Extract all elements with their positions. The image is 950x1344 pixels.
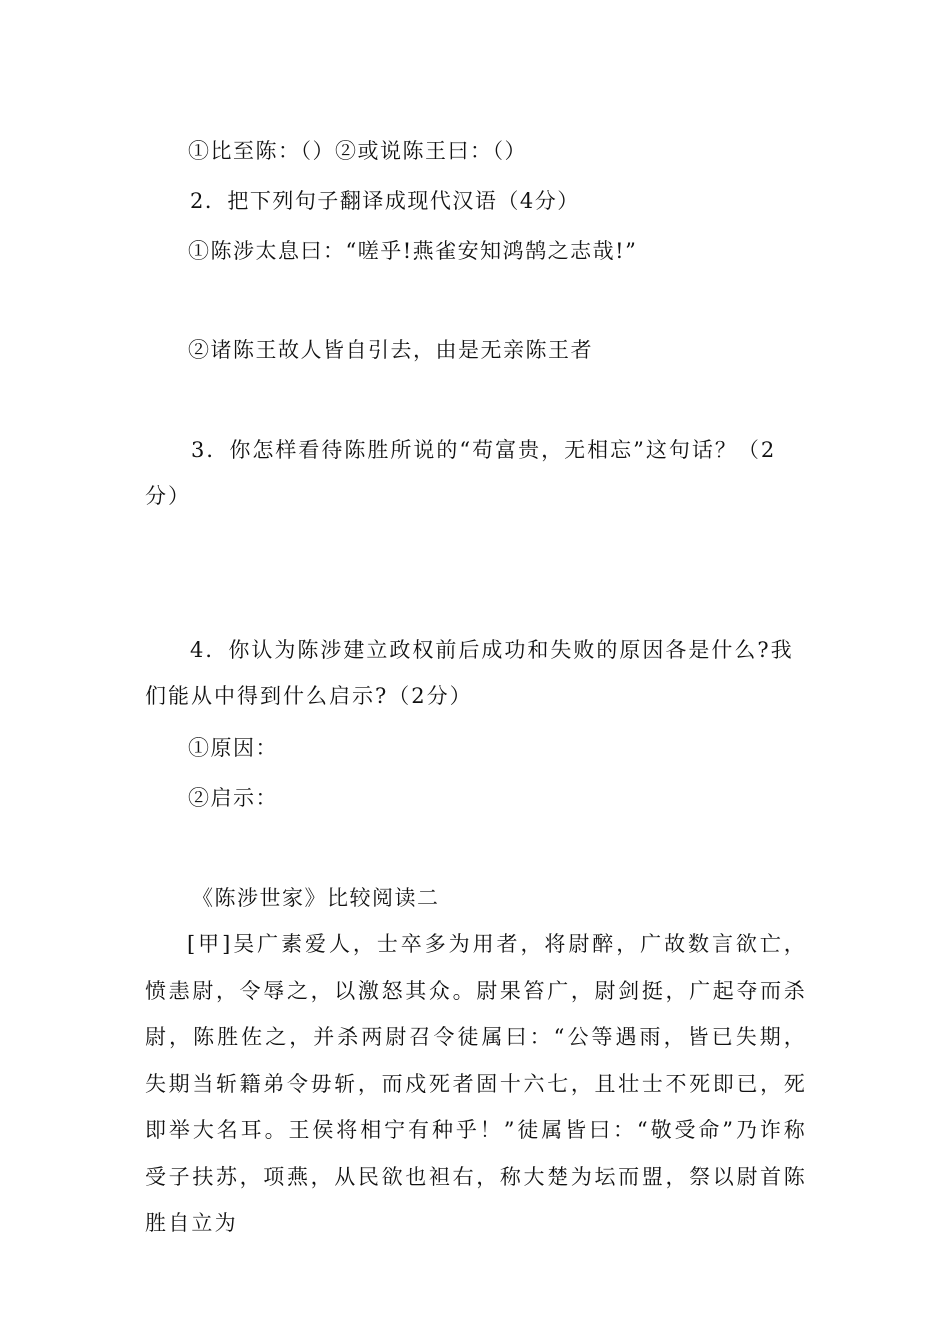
question-2-item-2: ②诸陈王故人皆自引去，由是无亲陈王者 [188, 338, 593, 362]
passage-text: [甲]吴广素爱人，士卒多为用者，将尉醉，广故数言欲亡，愤恚尉，令辱之，以激怒其众。尉果笞广，尉剑挺，广起夺而杀尉，陈胜佐之，并杀两尉召令徒属曰：“公等遇雨，皆已失期，失期当斩籍弟令毋斩，而戍死者固十六七，且壮士不死即已，死即举大名耳。王侯将相宁有种乎！”徒属皆曰：“敬受命”乃诈称受子扶苏，项燕，从民欲也袒右，称大楚为坛而盟，祭以尉首陈胜自立为 [145, 932, 807, 1235]
question-4-item-2: ②启示： [188, 786, 278, 810]
question-2-heading: 2．把下列句子翻译成现代汉语（4分） [190, 189, 580, 213]
question-3: 3．你怎样看待陈胜所说的“苟富贵，无相忘”这句话？（2分） [145, 438, 777, 508]
question-4: 4．你认为陈涉建立政权前后成功和失败的原因各是什么?我们能从中得到什么启示?（2分） [145, 638, 794, 708]
question-4-item-1: ①原因： [188, 736, 278, 760]
question-2-item-1: ①陈涉太息曰：“嗟乎!燕雀安知鸿鹄之志哉!” [188, 239, 638, 263]
question-1-items: ①比至陈：（）②或说陈王曰：（） [188, 139, 527, 163]
section-title: 《陈涉世家》比较阅读二 [192, 886, 440, 910]
